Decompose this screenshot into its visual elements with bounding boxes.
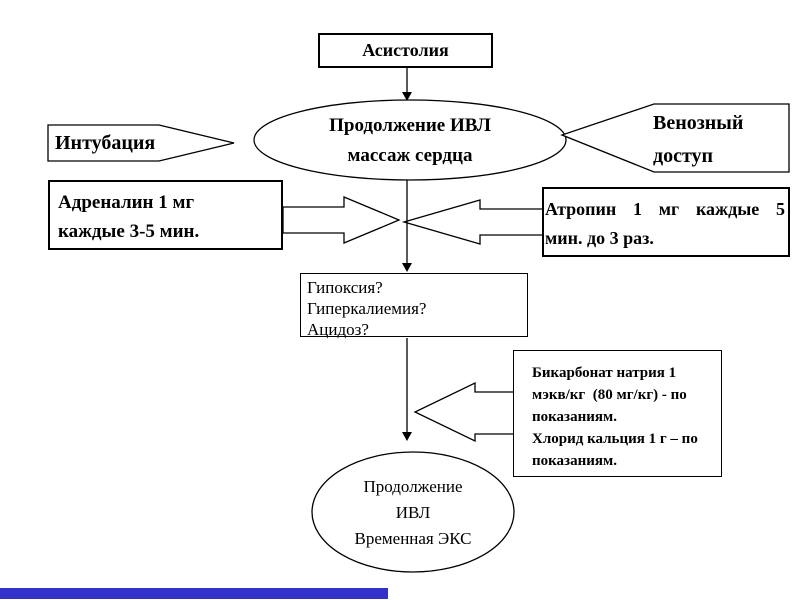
outcome-ellipse-label xyxy=(312,474,514,552)
atropine-line-1: Атропин 1 мг каждые 5 xyxy=(545,199,785,219)
cpr-line-2: массаж сердца xyxy=(347,145,473,166)
outcome-line-1: Продолжение xyxy=(363,477,463,496)
causes-line-3: Ацидоз? xyxy=(307,320,369,339)
arrowhead-down-icon xyxy=(402,263,412,272)
asystole-box xyxy=(318,33,493,68)
adrenaline-block-arrow-icon xyxy=(283,197,399,243)
venous-line-1: Венозный xyxy=(653,112,744,134)
venous-line-2: доступ xyxy=(653,145,714,167)
footer-accent-bar xyxy=(0,588,388,599)
arrowhead-down-icon xyxy=(402,432,412,441)
atropine-box xyxy=(542,187,790,257)
causes-box xyxy=(300,273,528,337)
venous-access-label xyxy=(653,107,793,173)
atropine-line-2: мин. до 3 раз. xyxy=(545,228,654,248)
bicarbonate-block-arrow-icon xyxy=(415,383,514,441)
intubation-label: Интубация xyxy=(55,132,156,154)
cpr-ellipse-label xyxy=(255,111,565,171)
bicarbonate-line-2: Хлорид кальция 1 г – по показаниям. xyxy=(532,431,702,469)
causes-line-2: Гиперкалиемия? xyxy=(307,299,427,318)
outcome-line-3: Временная ЭКС xyxy=(354,529,472,548)
outcome-line-2: ИВЛ xyxy=(395,503,431,522)
atropine-block-arrow-icon xyxy=(404,200,543,244)
asystole-label: Асистолия xyxy=(362,40,449,60)
bicarbonate-line-1: Бикарбонат натрия 1 мэкв/кг (80 мг/кг) - по показаниям. xyxy=(532,365,691,425)
causes-line-1: Гипоксия? xyxy=(307,278,383,297)
adrenaline-line-1: Адреналин 1 мг xyxy=(58,192,195,213)
adrenaline-box xyxy=(48,180,283,250)
bicarbonate-box xyxy=(513,350,722,477)
cpr-line-1: Продолжение ИВЛ xyxy=(329,115,491,136)
adrenaline-line-2: каждые 3-5 мин. xyxy=(58,221,200,242)
